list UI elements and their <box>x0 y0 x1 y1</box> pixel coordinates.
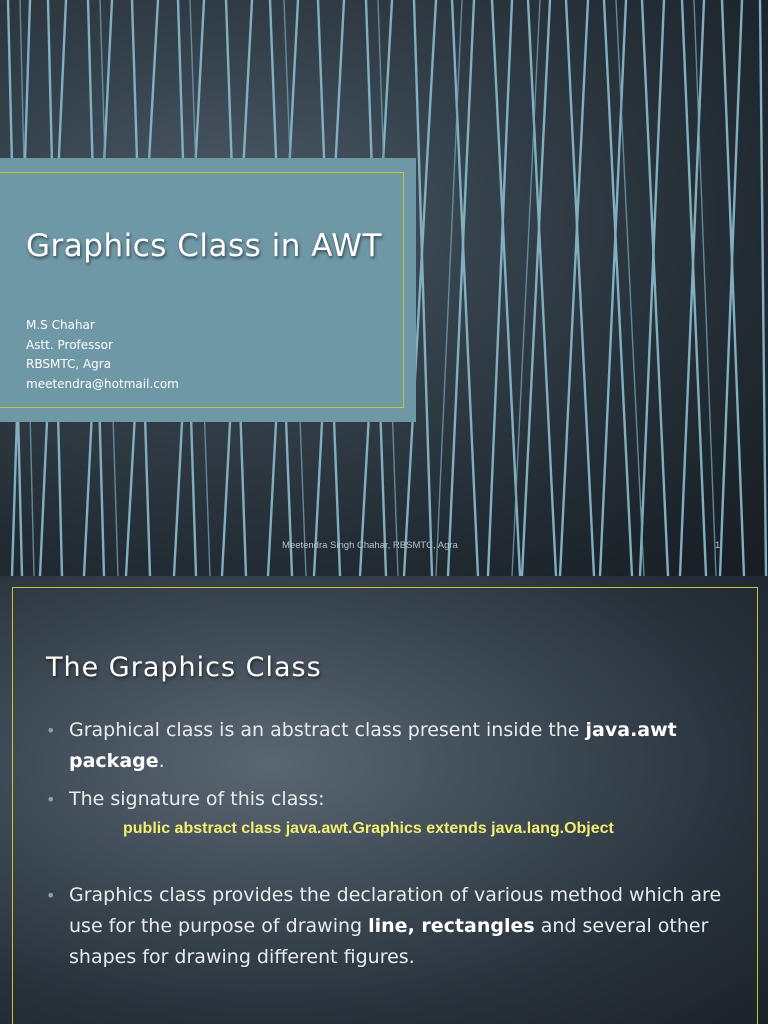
bullet-dot-icon: • <box>46 721 56 740</box>
bullet-text <box>69 880 736 973</box>
bullet-item <box>46 880 736 973</box>
slide-footer: Meetendra Singh Chahar, RBSMTC, Agra <box>282 540 458 551</box>
bullet-3-bold: line, rectangles <box>368 915 535 937</box>
slide-heading: The Graphics Class <box>46 652 322 683</box>
author-email: meetendra@hotmail.com <box>26 376 179 391</box>
bullet-text <box>69 715 736 777</box>
bullet-item <box>46 715 736 777</box>
page-number: 1 <box>715 540 721 551</box>
author-designation: Astt. Professor <box>26 337 113 352</box>
bullet-3-text: Graphics class provides the declaration of various method which are use for the purpose of drawing <box>69 884 722 937</box>
bullet-1-bold: java.awt package <box>69 719 677 772</box>
bullet-1-text: Graphical class is an abstract class present inside the <box>69 719 586 741</box>
author-institute: RBSMTC, Agra <box>26 357 112 371</box>
bullet-3-tail: and several other shapes for drawing different figures. <box>69 915 709 968</box>
slide-title: Graphics Class in AWT <box>26 228 382 264</box>
slide-2 <box>0 576 768 1024</box>
bullet-item <box>46 784 736 815</box>
bullet-2-text: The signature of this class: <box>69 788 325 810</box>
bullet-dot-icon: • <box>46 790 56 809</box>
bullet-dot-icon: • <box>46 886 56 905</box>
class-signature-code: public abstract class java.awt.Graphics extends java.lang.Object <box>123 820 614 837</box>
author-name: M.S Chahar <box>26 318 95 332</box>
author-info <box>26 316 179 394</box>
bullet-1-tail: . <box>158 750 165 772</box>
